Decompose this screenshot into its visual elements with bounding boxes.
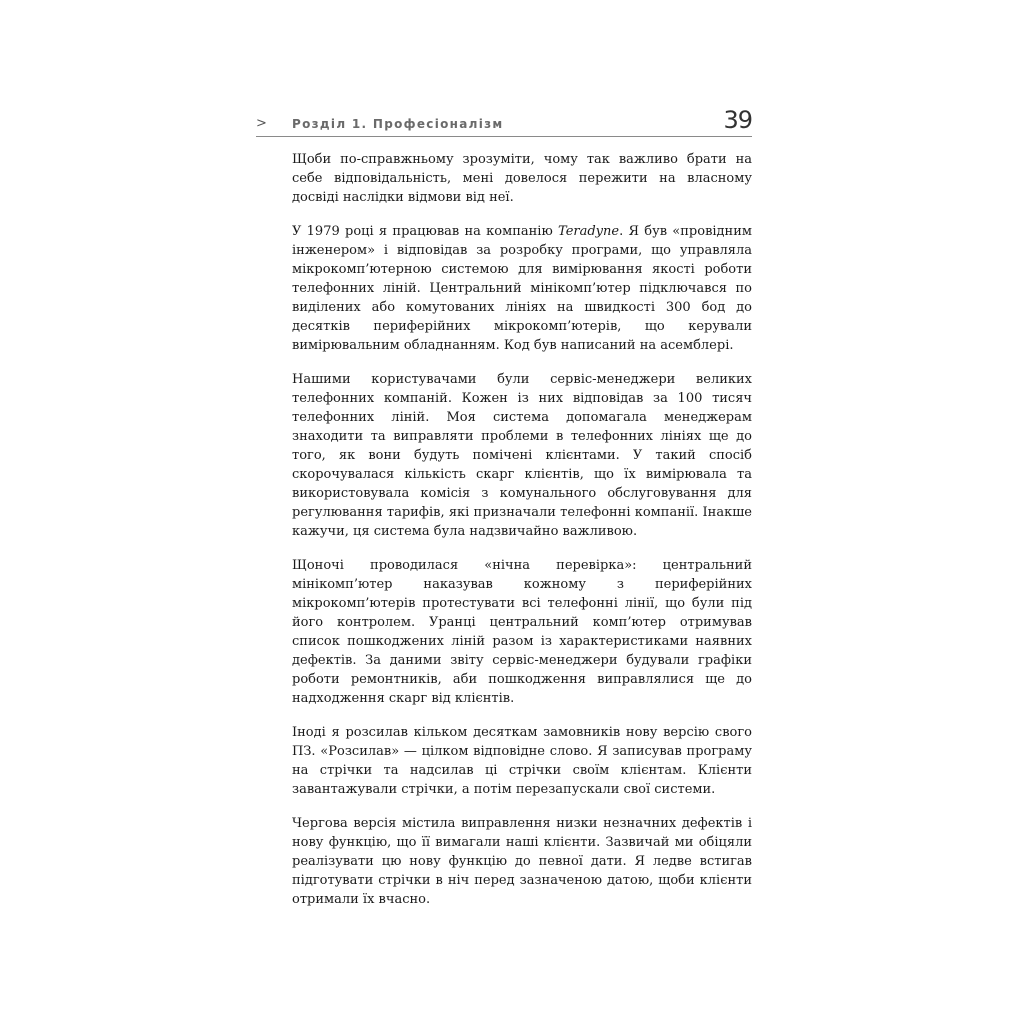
paragraph-3: Нашими користувачами були сервіс-менеджери великих телефонних компаній. Кожен із них відповідав за 100 тисяч телефонних ліній. Моя система допомагала менеджерам знаходити та виправляти проблеми в телефонних лініях ще до того, як вони будуть помічені клієнтами. У такий спосіб скорочувалася кількість скарг клієнтів, що їх вимірювала та використовувала комісія з комунального обслуговування для регулювання тарифів, які призначали телефонні компанії. Інакше кажучи, ця система була надзвичайно важливою. [292,372,752,539]
running-header [256,104,752,137]
arrow-icon: > [256,116,267,131]
company-name: Teradyne [558,224,620,239]
body-text [292,150,752,924]
page-number: 39 [723,106,752,134]
paragraph-2-start: У 1979 році я працював на компанію [292,224,559,239]
chapter-title: Розділ 1. Професіоналізм [292,117,504,131]
paragraph-5: Іноді я розсилав кільком десяткам замовників нову версію свого ПЗ. «Розсилав» — цілком відповідне слово. Я записував програму на стрічки та надсилав ці стрічки своїм клієнтам. Клієнти завантажували стрічки, а потім перезапускали свої системи. [292,725,752,797]
paragraph-2-rest: . Я був «провідним інженером» і відповідав за розробку програми, що управляла мікрокомп’ютерною системою для вимірювання якості роботи телефонних ліній. Центральний мінікомп’ютер підключався по виділених або комутованих лініях на швидкості 300 бод до десятків периферійних мікрокомп’ютерів, що керували вимірювальним обладнанням. Код був написаний на асемблері. [292,224,752,353]
paragraph-2 [292,222,752,355]
paragraph-6: Чергова версія містила виправлення низки незначних дефектів і нову функцію, що її вимагали наші клієнти. Зазвичай ми обіцяли реалізувати цю нову функцію до певної дати. Я ледве встигав підготувати стрічки в ніч перед зазначеною датою, щоби клієнти отримали їх вчасно. [292,816,752,907]
paragraph-4: Щоночі проводилася «нічна перевірка»: центральний мінікомп’ютер наказував кожному з периферійних мікрокомп’ютерів протестувати всі телефонні лінії, що були під його контролем. Уранці центральний комп’ютер отримував список пошкоджених ліній разом із характеристиками наявних дефектів. За даними звіту сервіс-менеджери будували графіки роботи ремонтників, аби пошкодження виправлялися ще до надходження скарг від клієнтів. [292,558,752,706]
paragraph-1: Щоби по-справжньому зрозуміти, чому так важливо брати на себе відповідальність, мені довелося пережити на власному досвіді наслідки відмови від неї. [292,152,752,205]
